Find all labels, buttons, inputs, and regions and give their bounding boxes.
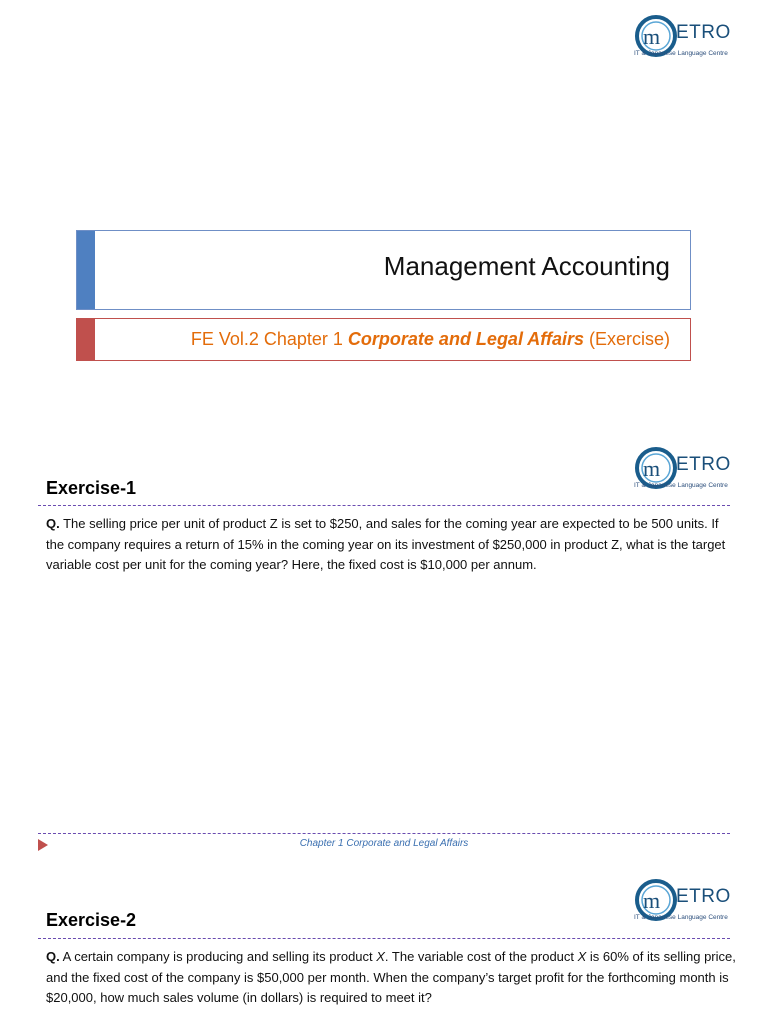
question-label: Q. bbox=[46, 516, 60, 531]
svg-text:m: m bbox=[643, 456, 661, 481]
exercise-1-question bbox=[46, 514, 736, 576]
subtitle-emphasis: Corporate and Legal Affairs bbox=[347, 329, 584, 349]
subtitle-prefix: FE Vol.2 Chapter 1 bbox=[190, 329, 348, 349]
cover-title-box bbox=[76, 230, 691, 310]
question-text: is 60% of its selling price, and the fixed cost of the company is $50,000 per month. When the company’s target profit for the forthcoming month is $20,000, how much sales volume (in dollars) is required to meet it? bbox=[46, 949, 736, 1005]
logo-text: ETRO bbox=[676, 22, 731, 43]
exercise-2-question bbox=[46, 947, 736, 1009]
exercise-2-title: Exercise-2 bbox=[46, 910, 137, 930]
logo-subtitle: IT & Japanese Language Centre bbox=[634, 50, 728, 57]
question-text: A certain company is producing and selling its product bbox=[59, 949, 377, 964]
svg-text:m: m bbox=[643, 888, 661, 913]
exercise-1-divider bbox=[38, 505, 730, 506]
cover-title: Management Accounting bbox=[383, 251, 670, 281]
logo-text: ETRO bbox=[676, 886, 731, 907]
exercise-1-title: Exercise-1 bbox=[46, 478, 137, 498]
metro-logo bbox=[634, 876, 744, 926]
logo-subtitle: IT & Japanese Language Centre bbox=[634, 914, 728, 921]
cover-subtitle-accent bbox=[77, 319, 95, 360]
svg-text:m: m bbox=[643, 24, 661, 49]
product-variable: X bbox=[376, 949, 385, 964]
footer-text: Chapter 1 Corporate and Legal Affairs bbox=[299, 838, 469, 849]
subtitle-suffix: (Exercise) bbox=[583, 329, 670, 349]
product-variable: X bbox=[577, 949, 587, 964]
cover-subtitle bbox=[191, 329, 670, 350]
question-text: The selling price per unit of product Z is set to $250, and sales for the coming year are expected to be 500 units. If the company requires a return of 15% in the coming year on its investment of $250,000 in product Z, what is the target variable cost per unit for the coming year? Here, the fixed cost is $10,000 per annum. bbox=[46, 516, 726, 572]
logo-subtitle: IT & Japanese Language Centre bbox=[634, 482, 728, 489]
cover-subtitle-box bbox=[76, 318, 691, 361]
metro-logo bbox=[634, 12, 744, 62]
question-label: Q. bbox=[46, 949, 60, 964]
question-text: . The variable cost of the product bbox=[384, 949, 578, 964]
footer-divider bbox=[38, 833, 730, 834]
cover-title-accent bbox=[77, 231, 95, 309]
metro-logo bbox=[634, 444, 744, 494]
logo-text: ETRO bbox=[676, 454, 731, 475]
exercise-2-divider bbox=[38, 938, 730, 939]
